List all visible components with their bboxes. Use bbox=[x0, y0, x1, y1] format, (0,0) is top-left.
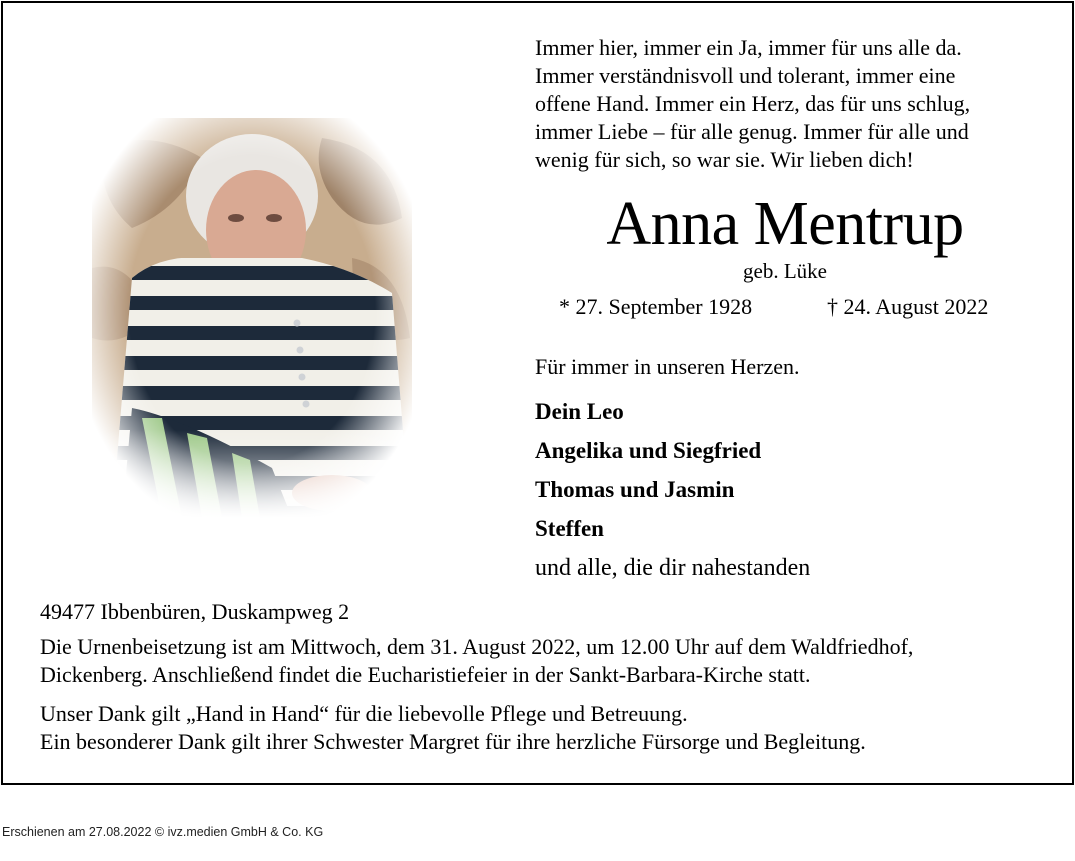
others-line: und alle, die dir nahestanden bbox=[535, 555, 811, 581]
poem bbox=[535, 34, 1055, 174]
birth-name: geb. Lüke bbox=[743, 259, 827, 283]
mourner: Angelika und Siegfried bbox=[535, 438, 762, 463]
address: 49477 Ibbenbüren, Duskampweg 2 bbox=[40, 599, 350, 624]
deceased-name: Anna Mentrup bbox=[606, 190, 964, 258]
thanks-line: Ein besonderer Dank gilt ihrer Schwester Margret für ihre herzliche Fürsorge und Begleitung. bbox=[40, 729, 866, 754]
poem-line: Immer verständnisvoll und tolerant, immer eine bbox=[535, 63, 956, 88]
info-line: Die Urnenbeisetzung ist am Mittwoch, dem 31. August 2022, um 12.00 Uhr auf dem Waldfriedhof, bbox=[40, 634, 914, 659]
poem-line: wenig für sich, so war sie. Wir lieben dich! bbox=[535, 147, 914, 172]
mourners-list bbox=[535, 396, 761, 552]
poem-line: offene Hand. Immer ein Herz, das für uns schlug, bbox=[535, 91, 971, 116]
death-date: † 24. August 2022 bbox=[827, 294, 989, 319]
funeral-info bbox=[40, 633, 1050, 689]
thanks-text bbox=[40, 700, 1050, 756]
mourner: Steffen bbox=[535, 516, 604, 541]
portrait-photo bbox=[92, 118, 412, 518]
mourner: Thomas und Jasmin bbox=[535, 477, 735, 502]
motto: Für immer in unseren Herzen. bbox=[535, 354, 800, 379]
poem-line: Immer hier, immer ein Ja, immer für uns alle da. bbox=[535, 35, 962, 60]
poem-line: immer Liebe – für alle genug. Immer für alle und bbox=[535, 119, 969, 144]
mourner: Dein Leo bbox=[535, 399, 624, 424]
publication-credit: Erschienen am 27.08.2022 © ivz.medien GmbH & Co. KG bbox=[2, 825, 324, 839]
info-line: Dickenberg. Anschließend findet die Eucharistiefeier in der Sankt-Barbara-Kirche statt. bbox=[40, 662, 811, 687]
thanks-line: Unser Dank gilt „Hand in Hand“ für die liebevolle Pflege und Betreuung. bbox=[40, 701, 688, 726]
birth-date: * 27. September 1928 bbox=[559, 294, 753, 319]
